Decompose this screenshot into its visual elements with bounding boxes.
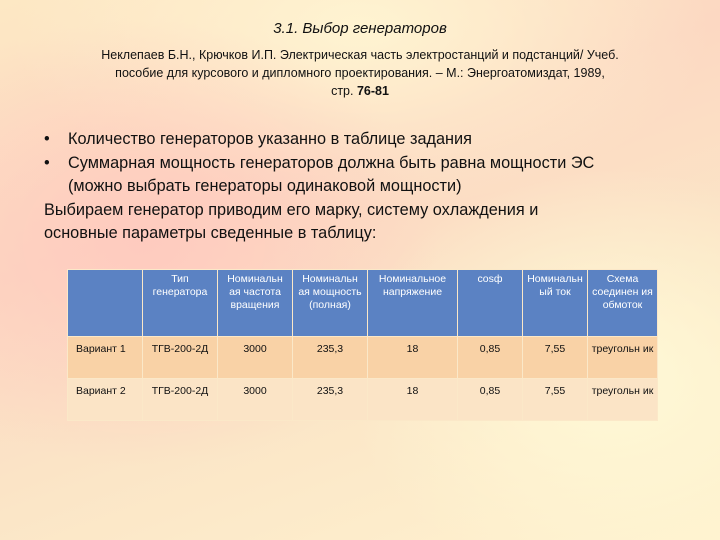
table-header-cell: Схема соединен ия обмоток	[588, 270, 658, 337]
table-cell: 7,55	[523, 337, 588, 379]
table-header-cell: Номинальн ая частота вращения	[218, 270, 293, 337]
slide-title: 3.1. Выбор генераторов	[273, 20, 447, 37]
table-cell: треугольн ик	[588, 379, 658, 421]
table-header-cell: Номинальн ый ток	[523, 270, 588, 337]
bullet-text: Количество генераторов указанно в таблице задания	[68, 130, 472, 148]
reference-line-1: Неклепаев Б.Н., Крючков И.П. Электрическая часть электростанций и подстанций/ Учеб.	[101, 48, 619, 62]
bullet-text: Суммарная мощность генераторов должна быть равна мощности ЭС	[68, 153, 595, 172]
reference-line-2: пособие для курсового и дипломного проектирования. – М.: Энергоатомиздат, 1989,	[115, 66, 605, 80]
table-cell: 18	[368, 379, 458, 421]
table-cell: Вариант 2	[68, 379, 143, 421]
body-text	[44, 128, 684, 246]
paragraph-line-2: основные параметры сведенные в таблицу:	[44, 224, 377, 242]
table-cell: 235,3	[293, 379, 368, 421]
table-cell: 18	[368, 337, 458, 379]
table-cell: ТГВ-200-2Д	[143, 337, 218, 379]
table-header-row	[68, 270, 658, 337]
bullet-dot-icon: •	[44, 153, 50, 172]
table-cell: ТГВ-200-2Д	[143, 379, 218, 421]
table-cell: Вариант 1	[68, 337, 143, 379]
bullet-item	[44, 152, 684, 176]
table-cell: 3000	[218, 379, 293, 421]
table-header-cell	[68, 270, 143, 337]
table-cell: 0,85	[458, 379, 523, 421]
bullet-continuation: (можно выбрать генераторы одинаковой мощности)	[68, 177, 462, 195]
table-header-cell: Номинальное напряжение	[368, 270, 458, 337]
generator-parameters-table	[67, 269, 658, 421]
table-cell: 0,85	[458, 337, 523, 379]
bullet-item	[44, 128, 684, 152]
table-cell: 7,55	[523, 379, 588, 421]
paragraph-line-1: Выбираем генератор приводим его марку, систему охлаждения и	[44, 200, 539, 219]
reference-pages: 76-81	[356, 84, 389, 98]
reference-pages-prefix: стр.	[331, 84, 357, 98]
table-header-cell: Тип генератора	[143, 270, 218, 337]
table-row	[68, 337, 658, 379]
table-header-cell: cosф	[458, 270, 523, 337]
reference-line-3	[40, 82, 680, 100]
table-cell: 235,3	[293, 337, 368, 379]
table-cell: 3000	[218, 337, 293, 379]
table-cell: треугольн ик	[588, 337, 658, 379]
bullet-dot-icon: •	[44, 130, 50, 148]
table-header-cell: Номинальн ая мощность (полная)	[293, 270, 368, 337]
reference-citation	[40, 46, 680, 100]
table-row	[68, 379, 658, 421]
